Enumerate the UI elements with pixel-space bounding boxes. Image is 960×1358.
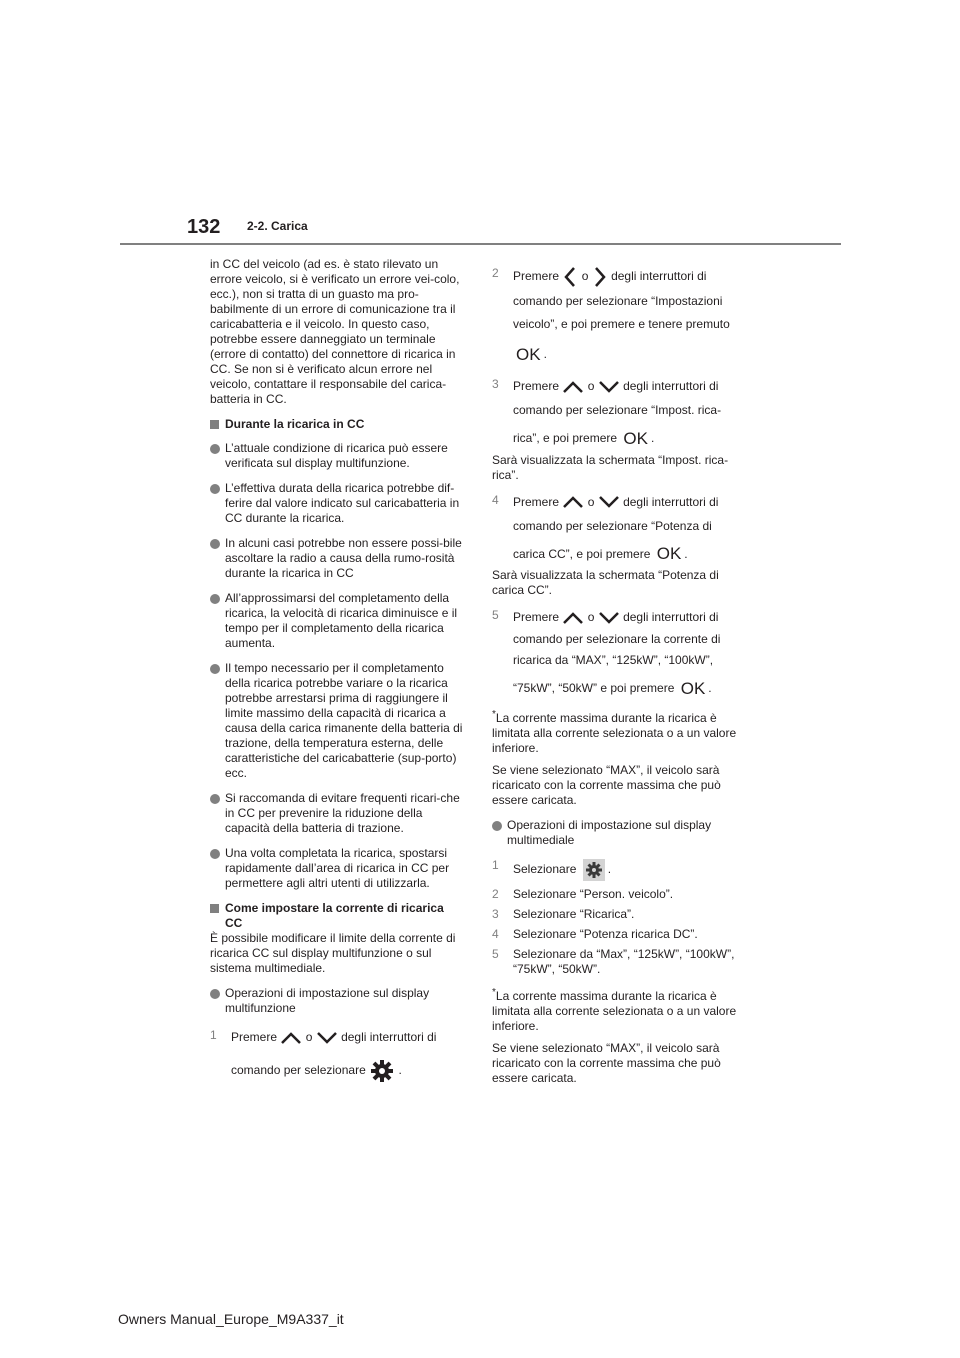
note-step-3: Sarà visualizzata la schermata “Impost. rica-rica”. bbox=[492, 452, 729, 482]
footnote-2: *La corrente massima durante la ricarica è limitata alla corrente selezionata o a un valore inferiore. bbox=[492, 987, 737, 1034]
square-bullet-icon bbox=[210, 904, 219, 913]
round-bullet-icon bbox=[210, 794, 220, 804]
round-bullet-icon bbox=[210, 664, 220, 674]
bullet-list bbox=[210, 441, 464, 891]
step-number: 1 bbox=[210, 1028, 217, 1042]
mm-step-1: 1 Selezionare . bbox=[492, 858, 752, 881]
footnote-1: *La corrente massima durante la ricarica è limitata alla corrente selezionata o a un valore inferiore. bbox=[492, 709, 737, 756]
note-max-2: Se viene selezionato “MAX”, il veicolo sarà ricaricato con la corrente massima che può essere caricata. bbox=[492, 1041, 721, 1086]
up-arrow-icon bbox=[562, 495, 584, 509]
step-3: 3 Premere o degli interruttori di comando per selezionare “Impost. rica- rica”, e poi premere OK . bbox=[492, 376, 722, 448]
left-column bbox=[210, 257, 464, 1084]
step-1: 1 Premere o degli interruttori di comando per selezionare . bbox=[210, 1028, 464, 1084]
step-number: 3 bbox=[492, 376, 499, 391]
round-bullet-icon bbox=[210, 444, 220, 454]
footer-text: Owners Manual_Europe_M9A337_it bbox=[118, 1311, 344, 1327]
gear-icon bbox=[583, 859, 605, 881]
step-number: 5 bbox=[492, 947, 499, 962]
step-number: 2 bbox=[492, 887, 499, 902]
ok-icon: OK bbox=[656, 544, 682, 564]
section-title: 2-2. Carica bbox=[247, 219, 308, 233]
round-bullet-icon bbox=[210, 989, 220, 999]
gear-icon bbox=[369, 1058, 395, 1084]
step-4: 4 Premere o degli interruttori di comando per selezionare “Potenza di carica CC”, e poi premere OK . bbox=[492, 492, 719, 564]
up-arrow-icon bbox=[280, 1031, 302, 1045]
down-arrow-icon bbox=[598, 495, 620, 509]
down-arrow-icon bbox=[598, 611, 620, 625]
note-step-4: Sarà visualizzata la schermata “Potenza di carica CC”. bbox=[492, 568, 719, 598]
set-current-paragraph: È possibile modificare il limite della corrente di ricarica CC sul display multifunzione o sul sistema multimediale. bbox=[210, 931, 456, 975]
step-number: 4 bbox=[492, 927, 499, 942]
square-bullet-icon bbox=[210, 420, 219, 429]
list-item: Una volta completata la ricarica, spostarsi rapidamente dall’area di ricarica in CC per permettere agli altri utenti di utilizzarla. bbox=[210, 846, 464, 891]
note-max-1: Se viene selezionato “MAX”, il veicolo sarà ricaricato con la corrente massima che può essere caricata. bbox=[492, 763, 721, 808]
mm-step-3: 3 Selezionare “Ricarica”. bbox=[492, 907, 635, 922]
step-number: 1 bbox=[492, 858, 499, 873]
list-item: All’approssimarsi del completamento della ricarica, la velocità di ricarica diminuisce e il tempo per il completamento della ricarica aumenta. bbox=[210, 591, 464, 651]
step-5: 5 Premere o degli interruttori di comando per selezionare la corrente di ricarica da “MAX”, “125kW”, “100kW”, “75kW”, “50kW” e poi premere OK . bbox=[492, 608, 721, 699]
header-divider bbox=[120, 243, 841, 245]
right-arrow-icon bbox=[592, 266, 608, 288]
mm-step-2: 2 Selezionare “Person. veicolo”. bbox=[492, 887, 674, 902]
round-bullet-icon bbox=[210, 539, 220, 549]
intro-paragraph: in CC del veicolo (ad es. è stato rilevato un errore veicolo, si è verificato un errore vei-colo, ecc.), non si tratta di un guasto ma pro-babilmente di un errore di comunicazione tra il caricabatteria e il veicolo. In questo caso, potrebbe essere danneggiato un terminale (errore di contatto) del connettore di ricarica in CC. Se non si è verificato alcun errore nel veicolo, contattare il responsabile del carica-batteria in CC. bbox=[210, 257, 460, 406]
down-arrow-icon bbox=[598, 380, 620, 394]
ok-icon: OK bbox=[623, 428, 648, 448]
ok-icon: OK bbox=[516, 344, 541, 364]
list-item: Operazioni di impostazione sul display multifunzione bbox=[210, 986, 464, 1016]
ok-icon: OK bbox=[680, 679, 706, 699]
list-item: L’attuale condizione di ricarica può essere verificata sul display multifunzione. bbox=[210, 441, 464, 471]
round-bullet-icon bbox=[210, 594, 220, 604]
step-2: 2 Premere o degli interruttori di comando per selezionare “Impostazioni veicolo”, e poi premere e tenere premuto OK . bbox=[492, 266, 730, 364]
right-column bbox=[492, 266, 752, 1086]
step-number: 3 bbox=[492, 907, 499, 922]
list-item: Operazioni di impostazione sul display multimediale bbox=[492, 818, 752, 848]
heading-set-current: Come impostare la corrente di ricarica CC bbox=[210, 901, 464, 931]
list-item: L’effettiva durata della ricarica potrebbe dif-ferire dal valore indicato sul caricabatteria in CC durante la ricarica. bbox=[210, 481, 464, 526]
step-number: 5 bbox=[492, 608, 499, 623]
mm-step-4: 4 Selezionare “Potenza ricarica DC”. bbox=[492, 927, 698, 942]
heading-during-charging: Durante la ricarica in CC bbox=[210, 417, 464, 432]
list-item: Si raccomanda di evitare frequenti ricari-che in CC per prevenire la riduzione della capacità della batteria di trazione. bbox=[210, 791, 464, 836]
up-arrow-icon bbox=[562, 611, 584, 625]
round-bullet-icon bbox=[492, 821, 502, 831]
down-arrow-icon bbox=[316, 1031, 338, 1045]
page-number: 132 bbox=[187, 216, 221, 238]
left-arrow-icon bbox=[562, 266, 578, 288]
step-number: 2 bbox=[492, 266, 499, 280]
list-item: In alcuni casi potrebbe non essere possi-bile ascoltare la radio a causa della rumo-rosità durante la ricarica in CC bbox=[210, 536, 464, 581]
mm-step-5: 5 Selezionare da “Max”, “125kW”, “100kW”, “75kW”, “50kW”. bbox=[492, 947, 735, 977]
up-arrow-icon bbox=[562, 380, 584, 394]
round-bullet-icon bbox=[210, 849, 220, 859]
round-bullet-icon bbox=[210, 484, 220, 494]
list-item: Il tempo necessario per il completamento della ricarica potrebbe variare o la ricarica potrebbe arrestarsi prima di raggiungere il limite massimo della capacità di ricarica a causa della carica rimanente della batteria di trazione, della temperatura esterna, delle caratteristiche del caricabatterie (sup-porto) ecc. bbox=[210, 661, 464, 781]
step-number: 4 bbox=[492, 492, 499, 507]
